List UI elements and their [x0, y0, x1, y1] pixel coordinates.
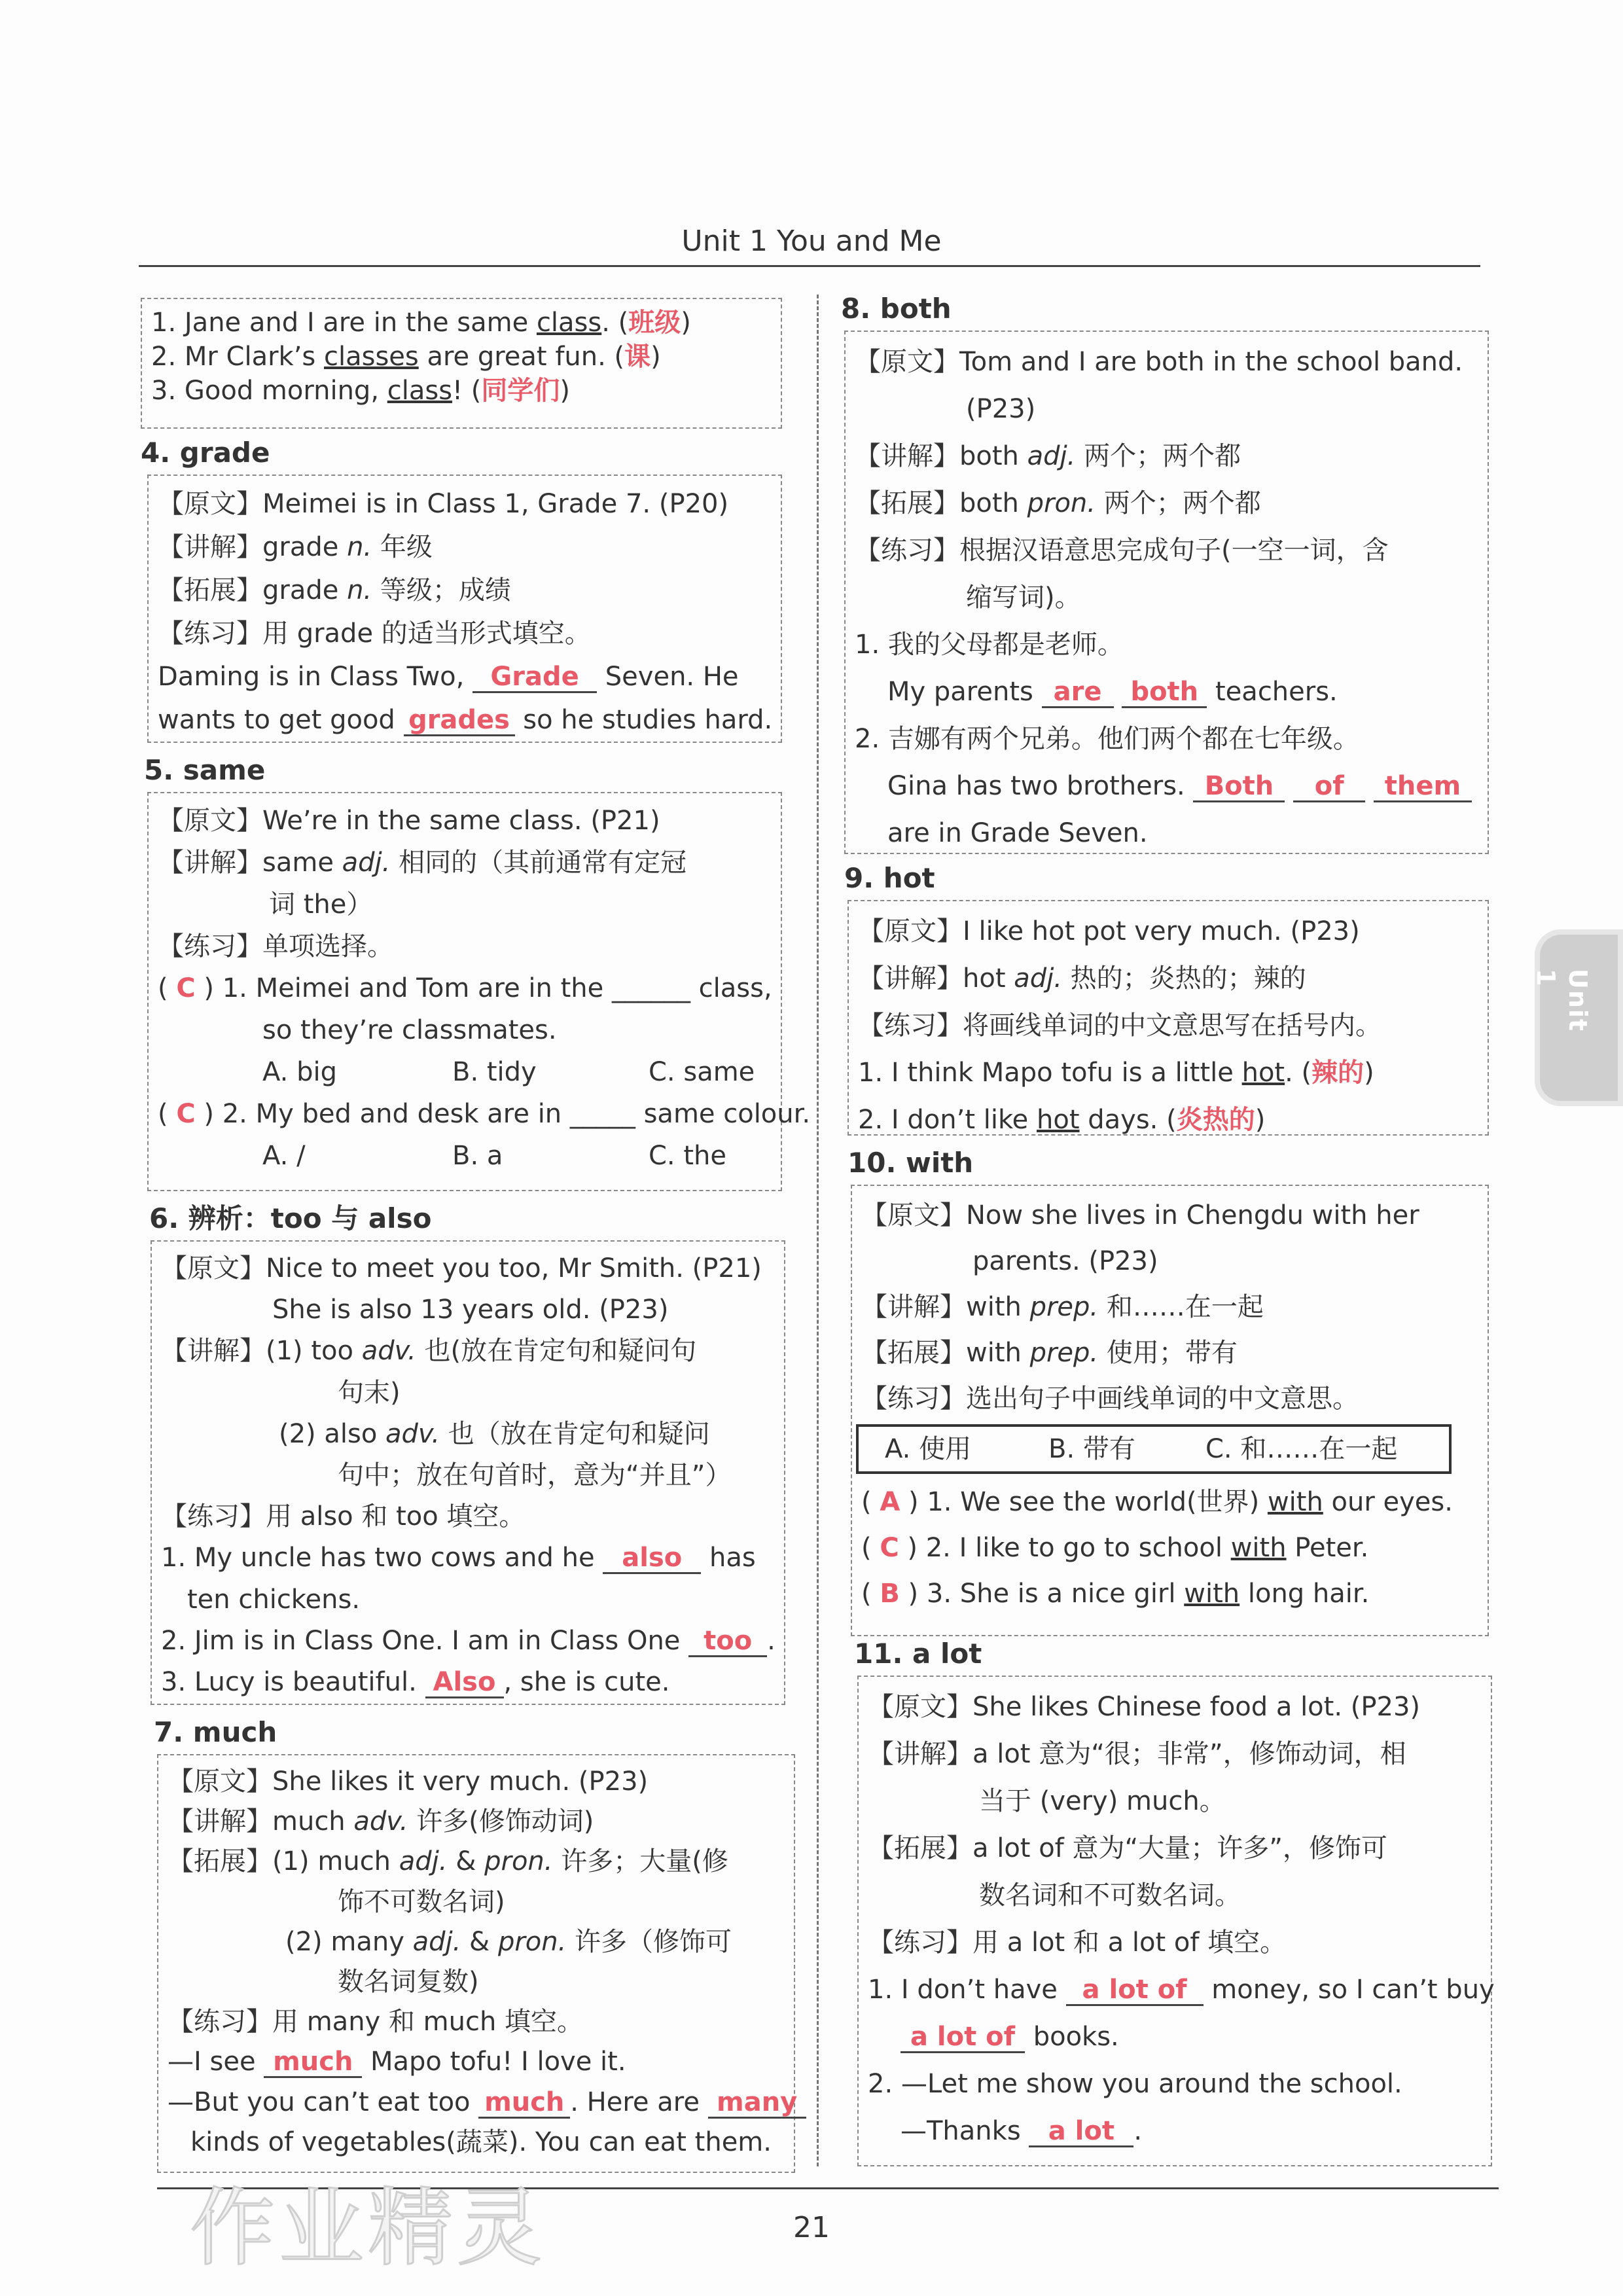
exercise-sentence: wants to get good grades so he studies hard.	[158, 705, 773, 735]
section-title: 11. a lot	[854, 1638, 982, 1670]
exercise-line: 【练习】用 also 和 too 填空。	[161, 1501, 526, 1532]
question-cont: so they’re classmates.	[262, 1015, 557, 1045]
exercise-line: 【练习】将画线单词的中文意思写在括号内。	[858, 1011, 1382, 1041]
explain-line: 【讲解】hot adj. 热的；炎热的；辣的	[858, 963, 1306, 994]
extend-line: 【拓展】a lot of 意为“大量；许多”，修饰可	[868, 1833, 1387, 1863]
original-line: 【原文】She likes it very much. (P23)	[168, 1767, 649, 1797]
explain-line: 【讲解】both adj. 两个；两个都	[855, 441, 1241, 471]
explain-line: (2) also adv. 也（放在肯定句和疑问	[279, 1418, 710, 1449]
answer-blank: grades	[404, 706, 515, 736]
extend-line: 【拓展】with prep. 使用；带有	[861, 1338, 1238, 1368]
extend-line: (2) many adj. & pron. 许多（修饰可	[285, 1926, 732, 1957]
answer-blank: many	[708, 2088, 806, 2119]
section-7-box	[157, 1754, 798, 2173]
intro-line: 3. Good morning, class! (同学们)	[151, 376, 571, 406]
question-sentence: Gina has two brothers. Both of them	[855, 762, 1478, 810]
question: 1. I think Mapo tofu is a little hot. (辣的)	[858, 1058, 1374, 1088]
extend-line: 【拓展】(1) much adj. & pron. 许多；大量(修	[168, 1846, 728, 1877]
section-6-box	[151, 1240, 785, 1705]
answer-blank: Grade	[473, 662, 597, 693]
answer-blank: much	[264, 2047, 362, 2078]
question-cont: a lot of books.	[868, 2013, 1482, 2060]
answer-blank: are	[1042, 677, 1114, 708]
question: 1. My uncle has two cows and he also has	[161, 1543, 756, 1573]
explain-line: 【讲解】much adv. 许多(修饰动词)	[168, 1806, 594, 1837]
extend-line: 【拓展】grade n. 等级；成绩	[158, 575, 511, 605]
exercise-line: 【练习】用 many 和 much 填空。	[168, 2007, 584, 2037]
extend-line: 数名词和不可数名词。	[979, 1880, 1241, 1910]
option-box: A. 使用 B. 带有 C. 和……在一起	[856, 1424, 1452, 1474]
header-rule	[139, 265, 1480, 267]
intro-line: 1. Jane and I are in the same class. (班级)	[151, 308, 691, 338]
extend-line: 【拓展】both pron. 两个；两个都	[855, 488, 1261, 518]
dialogue-line: —I see much Mapo tofu! I love it.	[168, 2047, 626, 2077]
exercise-line: 【练习】根据汉语意思完成句子(一空一词，含	[855, 535, 1389, 565]
original-line: 【原文】Meimei is in Class 1, Grade 7. (P20)	[158, 489, 729, 519]
original-line: parents. (P23)	[972, 1246, 1158, 1276]
original-line: 【原文】Tom and I are both in the school band.	[855, 347, 1463, 377]
question: 3. Lucy is beautiful. Also , she is cute.	[161, 1666, 670, 1697]
original-line: 【原文】She likes Chinese food a lot. (P23)	[868, 1692, 1421, 1722]
original-line: 【原文】We’re in the same class. (P21)	[158, 806, 660, 836]
exercise-line: 【练习】单项选择。	[158, 931, 393, 961]
section-11-box	[857, 1676, 1495, 2166]
question: ( A ) 1. We see the world(世界) with our eyes.	[861, 1487, 1453, 1517]
original-line: She is also 13 years old. (P23)	[272, 1295, 669, 1325]
explain-line: 词 the）	[269, 889, 373, 920]
dialogue-line: kinds of vegetables(蔬菜). You can eat them.	[190, 2126, 772, 2157]
unit-side-tab	[1531, 929, 1623, 1106]
answer-blank: a lot of	[1066, 1975, 1204, 2006]
question: 2. I don’t like hot days. (炎热的)	[858, 1105, 1266, 1135]
page-number: 21	[793, 2211, 830, 2244]
section-title: 10. with	[847, 1147, 974, 1179]
answer-blank: them	[1374, 772, 1472, 802]
explain-line: 【讲解】same adj. 相同的（其前通常有定冠	[158, 848, 687, 878]
dialogue-line: —But you can’t eat too much . Here are many	[168, 2083, 785, 2123]
extend-line: 数名词复数)	[338, 1966, 479, 1997]
original-line: 【原文】Nice to meet you too, Mr Smith. (P21)	[161, 1253, 762, 1283]
answer-blank: a lot of	[901, 2022, 1025, 2053]
section-title: 5. same	[144, 754, 266, 786]
section-8-box	[844, 331, 1489, 854]
section-4-box	[147, 475, 782, 743]
answer-blank: much	[478, 2088, 570, 2119]
explain-line: 【讲解】grade n. 年级	[158, 532, 433, 562]
section-10-box	[851, 1185, 1489, 1636]
exercise-sentence: Daming is in Class Two, Grade Seven. He	[158, 662, 739, 692]
question: ( B ) 3. She is a nice girl with long hair.	[861, 1579, 1370, 1609]
exercise-line: 【练习】选出句子中画线单词的中文意思。	[861, 1384, 1359, 1414]
question-cont: —Thanks a lot .	[901, 2116, 1143, 2146]
explain-line: 【讲解】a lot 意为“很；非常”，修饰动词，相	[868, 1739, 1406, 1769]
exercise-line: 【练习】用 grade 的适当形式填空。	[158, 619, 591, 649]
explain-line: 【讲解】(1) too adv. 也(放在肯定句和疑问句	[161, 1336, 697, 1367]
question: 1. 我的父母都是老师。	[855, 630, 1124, 660]
section-title: 6. 辨析：too 与 also	[149, 1202, 432, 1234]
question: 2. Jim is in Class One. I am in Class One too .	[161, 1625, 776, 1656]
column-divider	[817, 295, 819, 2166]
intro-line: 2. Mr Clark’s classes are great fun. (课)	[151, 342, 661, 372]
question: ( C ) 2. I like to go to school with Peter.	[861, 1533, 1369, 1563]
question: 2. 吉娜有两个兄弟。他们两个都在七年级。	[855, 724, 1359, 754]
explain-line: 【讲解】with prep. 和……在一起	[861, 1292, 1264, 1322]
exercise-line: 【练习】用 a lot 和 a lot of 填空。	[868, 1928, 1287, 1958]
intro-box	[141, 298, 782, 429]
answer-blank: Both	[1193, 772, 1285, 802]
question: 2. —Let me show you around the school.	[868, 2069, 1402, 2099]
question-sentence: are in Grade Seven.	[887, 818, 1148, 848]
exercise-line: 缩写词)。	[966, 583, 1081, 613]
original-line: 【原文】Now she lives in Chengdu with her	[861, 1200, 1419, 1230]
original-line: (P23)	[966, 394, 1036, 424]
question: 1. I don’t have a lot of money, so I can’t buy	[868, 1975, 1495, 2005]
question-sentence: My parents are both teachers.	[887, 677, 1338, 707]
explain-line: 句中；放在句首时，意为“并且”）	[338, 1460, 732, 1490]
answer-blank: too	[688, 1626, 767, 1657]
explain-line: 句末)	[338, 1377, 401, 1408]
answer-blank: Also	[425, 1668, 504, 1698]
original-line: 【原文】I like hot pot very much. (P23)	[858, 916, 1360, 946]
section-title: 4. grade	[141, 437, 270, 469]
question: ( C ) 1. Meimei and Tom are in the ______ class,	[158, 973, 772, 1003]
watermark-logo: 作业精灵	[190, 2178, 546, 2278]
question-cont: ten chickens.	[187, 1584, 361, 1615]
explain-line: 当于 (very) much。	[979, 1786, 1226, 1816]
section-title: 7. much	[154, 1716, 277, 1748]
section-title: 8. both	[841, 293, 952, 325]
unit-tab-label: Unit 1	[1531, 969, 1592, 1033]
extend-line: 饰不可数名词)	[338, 1886, 505, 1917]
options: A. big B. tidy C. same	[262, 1057, 755, 1087]
section-title: 9. hot	[844, 862, 935, 894]
answer-blank: both	[1122, 677, 1207, 708]
question: ( C ) 2. My bed and desk are in _____ same colour.	[158, 1099, 811, 1129]
section-5-box	[147, 792, 811, 1191]
options: A. / B. a C. the	[262, 1141, 727, 1171]
section-9-box	[847, 900, 1489, 1136]
answer-blank: of	[1293, 772, 1365, 802]
answer-blank: also	[603, 1543, 701, 1574]
page-header: Unit 1 You and Me	[681, 224, 942, 258]
answer-blank: a lot	[1029, 2117, 1133, 2147]
